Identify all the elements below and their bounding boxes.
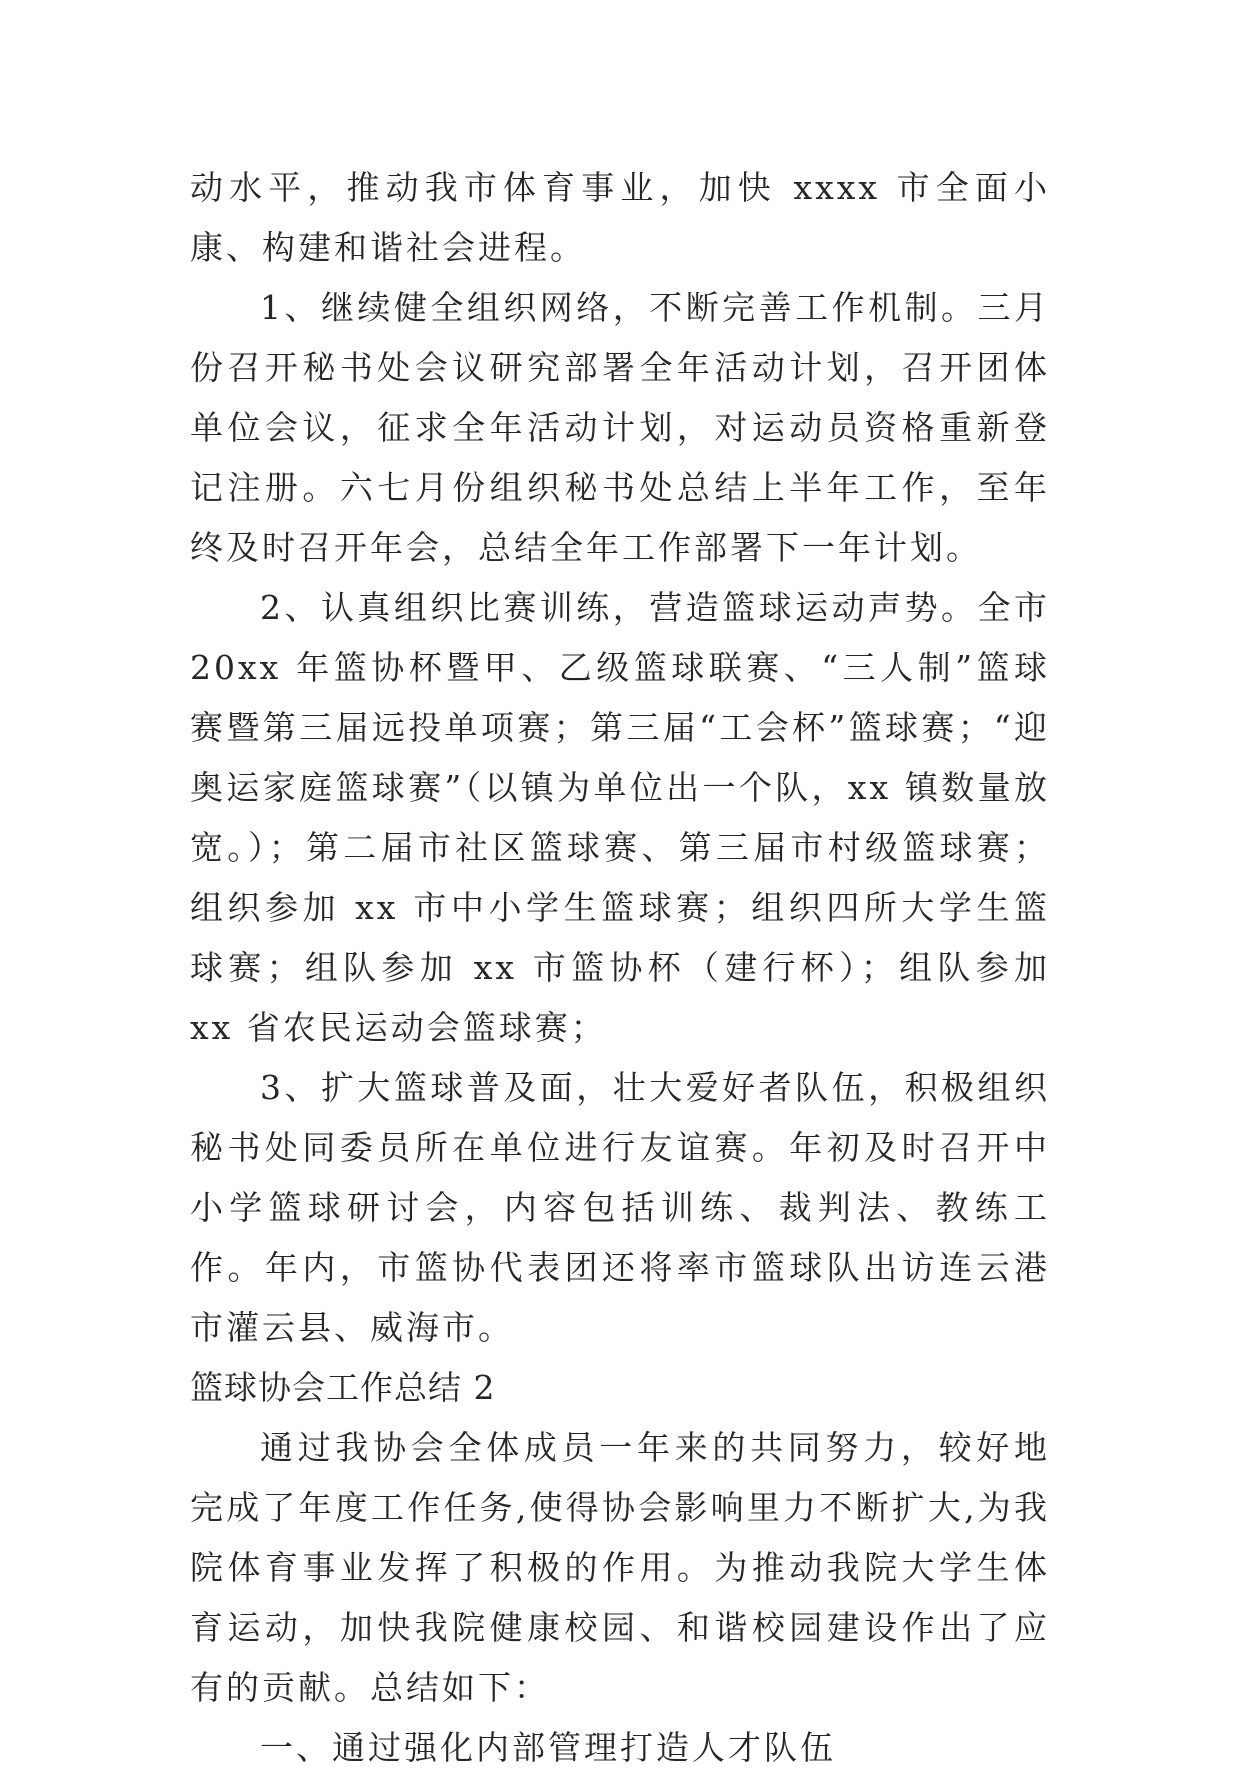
section-title: 篮球协会工作总结 2 bbox=[190, 1368, 496, 1407]
paragraph-item-1: 1、继续健全组织网络，不断完善工作机制。三月份召开秘书处会议研究部署全年活动计划，召开团体单位会议，征求全年活动计划，对运动员资格重新登记注册。六七月份组织秘书处总结上半年工作，至年终及时召开年会，总结全年工作部署下一年计划。 bbox=[190, 288, 1050, 567]
paragraph-item-3: 3、扩大篮球普及面，壮大爱好者队伍，积极组织秘书处同委员所在单位进行友谊赛。年初及时召开中小学篮球研讨会，内容包括训练、裁判法、教练工作。年内，市篮协代表团还将率市篮球队出访连云港市灌云县、威海市。 bbox=[190, 1068, 1050, 1347]
section-intro-paragraph: 通过我协会全体成员一年来的共同努力，较好地完成了年度工作任务,使得协会影响里力不断扩大,为我院体育事业发挥了积极的作用。为推动我院大学生体育运动，加快我院健康校园、和谐校园建设作出了应有的贡献。总结如下： bbox=[190, 1428, 1050, 1707]
section-subheading: 一、通过强化内部管理打造人才队伍 bbox=[260, 1728, 836, 1767]
paragraph-continuation: 动水平，推动我市体育事业，加快 xxxx 市全面小康、构建和谐社会进程。 bbox=[190, 168, 1050, 267]
paragraph-item-2: 2、认真组织比赛训练，营造篮球运动声势。全市 20xx 年篮协杯暨甲、乙级篮球联赛、“三人制”篮球赛暨第三届远投单项赛；第三届“工会杯”篮球赛；“迎奥运家庭篮球赛”（以镇为单位出一个队，xx 镇数量放宽。）；第二届市社区篮球赛、第三届市村级篮球赛；组织参加 xx 市中小学生篮球赛；组织四所大学生篮球赛；组队参加 xx 市篮协杯（建行杯）；组队参加 xx 省农民运动会篮球赛； bbox=[190, 588, 1050, 1047]
document-body bbox=[190, 158, 1050, 1778]
